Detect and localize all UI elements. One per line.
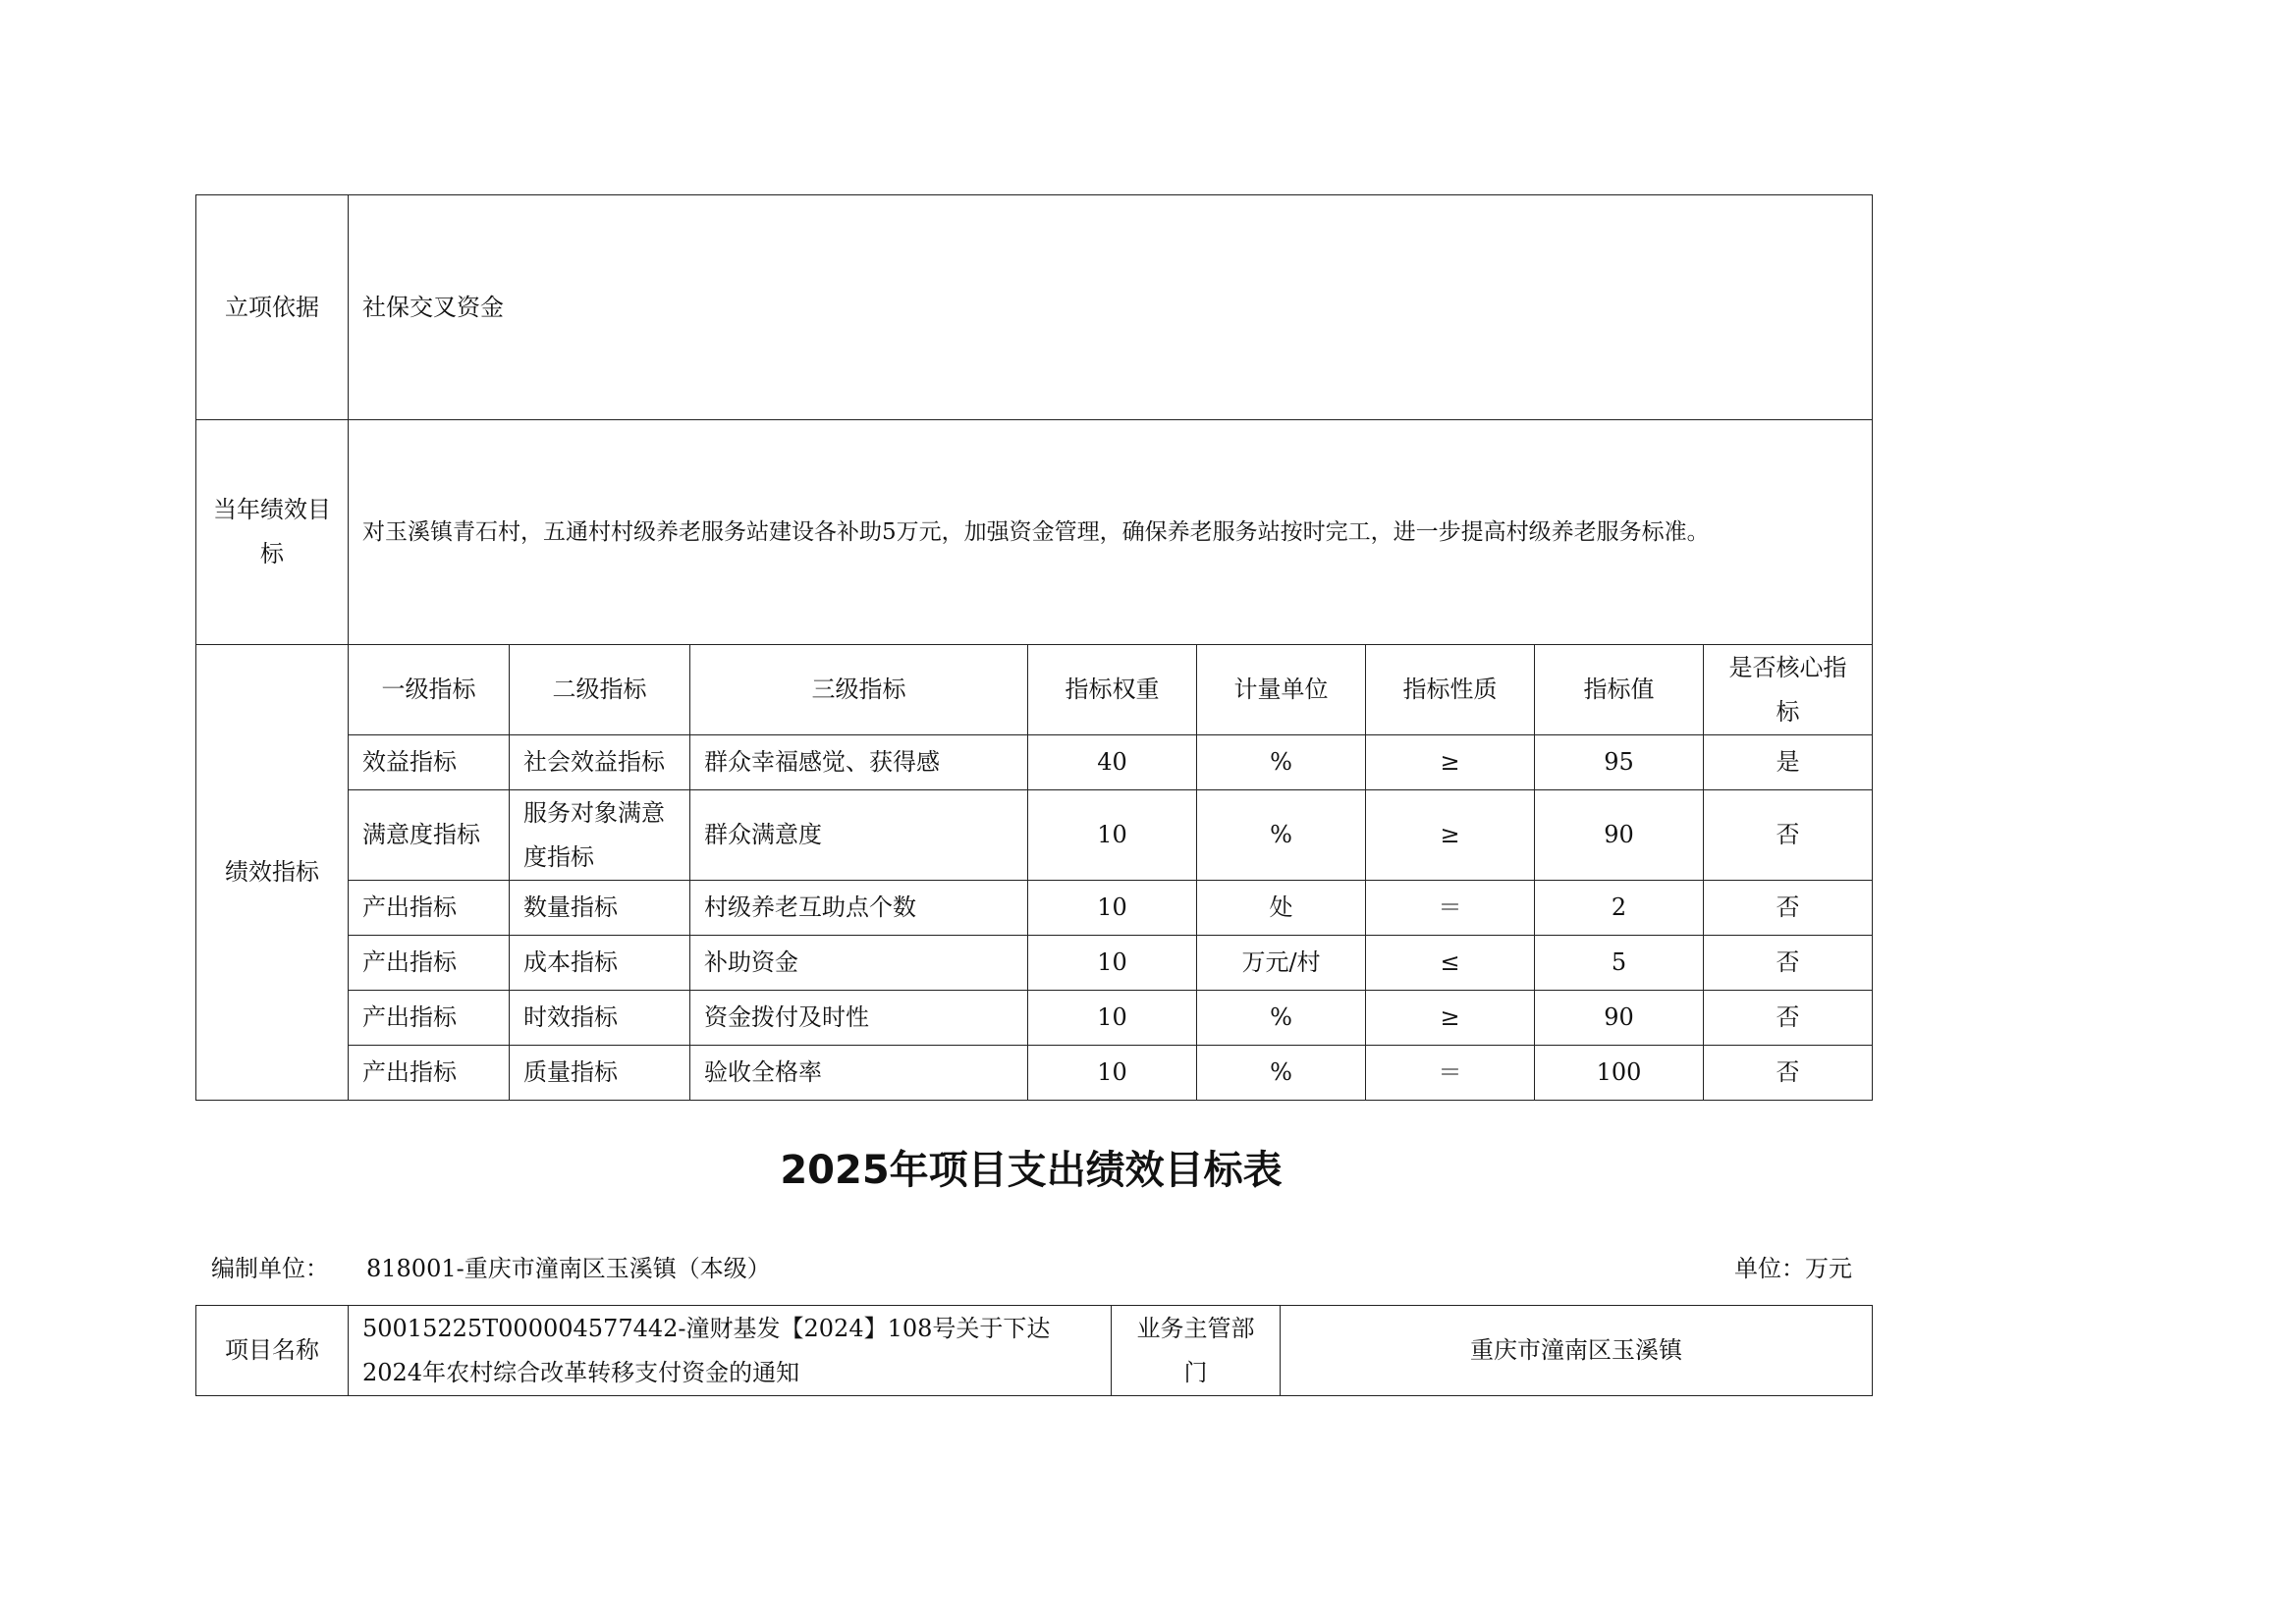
table-row bbox=[196, 735, 1873, 790]
row-weight: 10 bbox=[1028, 936, 1197, 991]
row-level2: 时效指标 bbox=[510, 991, 690, 1046]
row-core: 否 bbox=[1704, 790, 1873, 881]
page-title: 2025年项目支出绩效目标表 bbox=[780, 1148, 1283, 1193]
compiling-unit-value: 818001-重庆市潼南区玉溪镇（本级） bbox=[366, 1255, 771, 1282]
row-unit: % bbox=[1197, 991, 1366, 1046]
row-nature: ≤ bbox=[1366, 936, 1535, 991]
row-core: 否 bbox=[1704, 881, 1873, 936]
row-level1: 产出指标 bbox=[349, 936, 510, 991]
row-weight: 10 bbox=[1028, 1046, 1197, 1101]
project-row bbox=[196, 1306, 1873, 1396]
goal-row bbox=[196, 420, 1873, 645]
row-weight: 40 bbox=[1028, 735, 1197, 790]
currency-unit: 单位：万元 bbox=[1734, 1255, 1852, 1282]
row-nature: ＝ bbox=[1366, 1046, 1535, 1101]
row-value: 2 bbox=[1535, 881, 1704, 936]
header-level1: 一级指标 bbox=[349, 645, 510, 735]
row-level1: 产出指标 bbox=[349, 1046, 510, 1101]
basis-label: 立项依据 bbox=[196, 195, 349, 420]
header-level2: 二级指标 bbox=[510, 645, 690, 735]
department-label: 业务主管部门 bbox=[1112, 1306, 1281, 1396]
row-unit: % bbox=[1197, 790, 1366, 881]
row-nature: ≥ bbox=[1366, 790, 1535, 881]
row-level1: 产出指标 bbox=[349, 991, 510, 1046]
project-name-value: 50015225T000004577442-潼财基发【2024】108号关于下达2024年农村综合改革转移支付资金的通知 bbox=[349, 1306, 1112, 1396]
performance-table bbox=[195, 194, 1873, 1101]
row-level3: 补助资金 bbox=[690, 936, 1028, 991]
header-weight: 指标权重 bbox=[1028, 645, 1197, 735]
row-level2: 服务对象满意度指标 bbox=[510, 790, 690, 881]
basis-row bbox=[196, 195, 1873, 420]
row-unit: 处 bbox=[1197, 881, 1366, 936]
row-core: 否 bbox=[1704, 991, 1873, 1046]
row-core: 是 bbox=[1704, 735, 1873, 790]
row-core: 否 bbox=[1704, 936, 1873, 991]
indicator-header-row bbox=[196, 645, 1873, 735]
row-value: 90 bbox=[1535, 991, 1704, 1046]
row-nature: ＝ bbox=[1366, 881, 1535, 936]
row-level1: 效益指标 bbox=[349, 735, 510, 790]
compiling-unit bbox=[211, 1249, 771, 1283]
table-row bbox=[196, 790, 1873, 881]
row-level3: 村级养老互助点个数 bbox=[690, 881, 1028, 936]
table-row bbox=[196, 1046, 1873, 1101]
row-level3: 群众满意度 bbox=[690, 790, 1028, 881]
goal-value: 对玉溪镇青石村，五通村村级养老服务站建设各补助5万元，加强资金管理，确保养老服务站按时完工，进一步提高村级养老服务标准。 bbox=[349, 420, 1873, 645]
row-unit: 万元/村 bbox=[1197, 936, 1366, 991]
row-nature: ≥ bbox=[1366, 735, 1535, 790]
row-level3: 群众幸福感觉、获得感 bbox=[690, 735, 1028, 790]
header-nature: 指标性质 bbox=[1366, 645, 1535, 735]
row-level1: 满意度指标 bbox=[349, 790, 510, 881]
department-value: 重庆市潼南区玉溪镇 bbox=[1281, 1306, 1873, 1396]
row-value: 95 bbox=[1535, 735, 1704, 790]
header-level3: 三级指标 bbox=[690, 645, 1028, 735]
row-level2: 数量指标 bbox=[510, 881, 690, 936]
row-unit: % bbox=[1197, 735, 1366, 790]
row-value: 90 bbox=[1535, 790, 1704, 881]
row-weight: 10 bbox=[1028, 991, 1197, 1046]
table-row bbox=[196, 991, 1873, 1046]
indicators-section-label: 绩效指标 bbox=[196, 645, 349, 1101]
row-core: 否 bbox=[1704, 1046, 1873, 1101]
project-name-label: 项目名称 bbox=[196, 1306, 349, 1396]
header-value: 指标值 bbox=[1535, 645, 1704, 735]
compiling-unit-label: 编制单位： bbox=[211, 1255, 329, 1282]
project-table bbox=[195, 1305, 1873, 1396]
header-unit: 计量单位 bbox=[1197, 645, 1366, 735]
row-unit: % bbox=[1197, 1046, 1366, 1101]
row-level3: 验收全格率 bbox=[690, 1046, 1028, 1101]
row-value: 100 bbox=[1535, 1046, 1704, 1101]
row-weight: 10 bbox=[1028, 790, 1197, 881]
row-level1: 产出指标 bbox=[349, 881, 510, 936]
table-row bbox=[196, 881, 1873, 936]
goal-label: 当年绩效目标 bbox=[196, 420, 349, 645]
table-row bbox=[196, 936, 1873, 991]
row-value: 5 bbox=[1535, 936, 1704, 991]
row-level2: 质量指标 bbox=[510, 1046, 690, 1101]
row-weight: 10 bbox=[1028, 881, 1197, 936]
row-level2: 成本指标 bbox=[510, 936, 690, 991]
header-core: 是否核心指标 bbox=[1704, 645, 1873, 735]
row-level3: 资金拨付及时性 bbox=[690, 991, 1028, 1046]
row-level2: 社会效益指标 bbox=[510, 735, 690, 790]
row-nature: ≥ bbox=[1366, 991, 1535, 1046]
basis-value: 社保交叉资金 bbox=[349, 195, 1873, 420]
